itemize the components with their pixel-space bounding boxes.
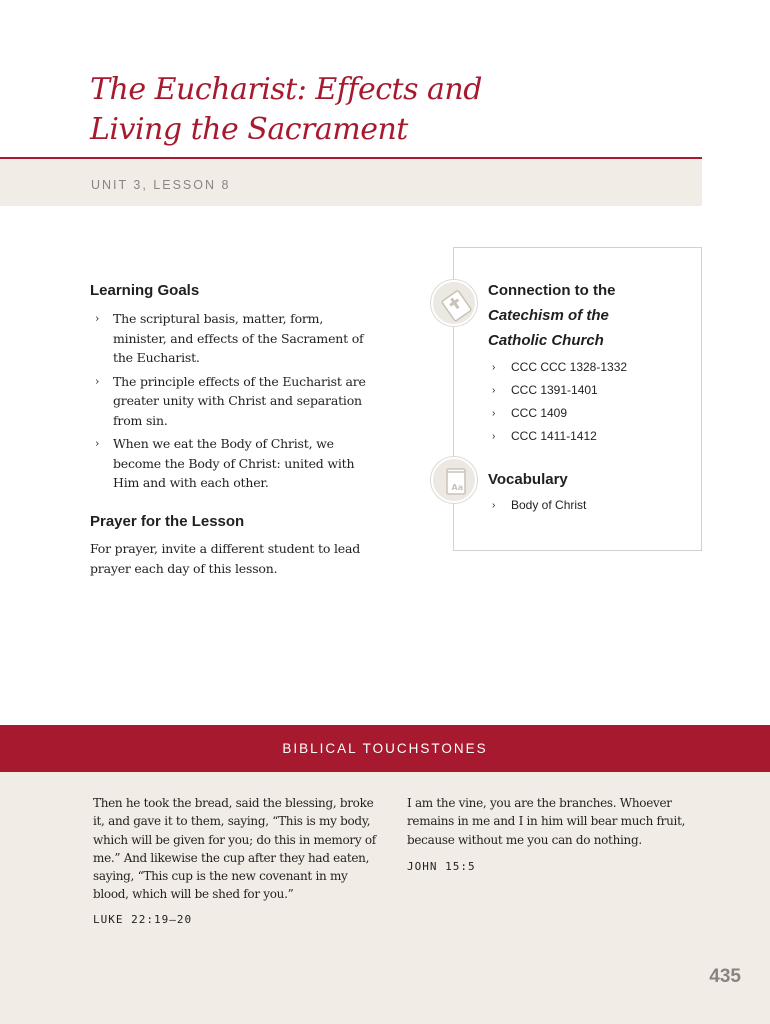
ccc-list [492, 356, 627, 448]
vocabulary-heading: Vocabulary [488, 471, 568, 488]
scripture-reference-luke: LUKE 22:19–20 [93, 913, 193, 926]
scripture-quote-john: I am the vine, you are the branches. Whoever remains in me and I in him will bear much fruit, because without me you can do nothing. [407, 796, 686, 847]
unit-lesson-label: UNIT 3, LESSON 8 [91, 178, 231, 192]
left-column [90, 282, 370, 579]
list-item [90, 309, 370, 368]
vocabulary-term: Body of Christ [511, 498, 587, 512]
scripture-quote-luke: Then he took the bread, said the blessing, broke it, and gave it to them, saying, “This is my body, which will be given for you; do this in memory of me.” And likewise the cup after they had eaten, saying, “This cup is the new covenant in my blood, which will be shed for you.” [93, 796, 376, 902]
vocabulary-list [492, 494, 586, 517]
learning-goals-list [90, 309, 370, 493]
sidebar-box [453, 247, 702, 551]
page-title [90, 70, 650, 150]
connection-heading-line-2: Catechism of the [488, 307, 609, 324]
dictionary-icon [431, 457, 477, 503]
chevron-right-icon: › [95, 437, 100, 450]
chevron-right-icon: › [492, 362, 496, 373]
chevron-right-icon: › [492, 431, 496, 442]
touchstones-body [0, 772, 770, 1024]
chevron-right-icon: › [492, 408, 496, 419]
ccc-reference: CCC CCC 1328-1332 [511, 360, 628, 374]
goal-text: The scriptural basis, matter, form, minister, and effects of the Sacrament of the Eucharist. [113, 311, 364, 365]
connection-heading [488, 278, 688, 353]
connection-heading-line-1: Connection to the [488, 282, 616, 299]
touchstones-heading: BIBLICAL TOUCHSTONES [282, 741, 488, 756]
list-item [492, 356, 627, 379]
list-item [90, 434, 370, 493]
chevron-right-icon: › [95, 374, 100, 388]
list-item [90, 372, 370, 431]
page-number: 435 [709, 966, 741, 987]
svg-text:Aa: Aa [451, 483, 464, 492]
ccc-reference: CCC 1411-1412 [511, 429, 597, 443]
scripture-reference-john: JOHN 15:5 [407, 860, 476, 873]
learning-goals-heading: Learning Goals [90, 282, 200, 299]
ccc-reference: CCC 1409 [511, 406, 568, 420]
goal-text: The principle effects of the Eucharist are greater unity with Christ and separation from sin. [113, 373, 366, 428]
list-item [492, 494, 586, 517]
connection-heading-line-3: Catholic Church [488, 332, 604, 349]
title-line-2: Living the Sacrament [90, 112, 408, 147]
title-line-1: The Eucharist: Effects and [90, 72, 482, 107]
goal-text: When we eat the Body of Christ, we become the Body of Christ: united with Him and with each other. [113, 436, 355, 490]
chevron-right-icon: › [492, 500, 496, 511]
list-item [492, 379, 627, 402]
chevron-right-icon: › [492, 385, 496, 396]
unit-band [0, 159, 702, 206]
catechism-book-icon [431, 280, 477, 326]
ccc-reference: CCC 1391-1401 [511, 383, 598, 397]
list-item [492, 402, 627, 425]
chevron-right-icon: › [95, 312, 100, 325]
touchstones-band [0, 725, 770, 772]
prayer-heading: Prayer for the Lesson [90, 512, 245, 530]
list-item [492, 425, 627, 448]
prayer-text: For prayer, invite a different student to lead prayer each day of this lesson. [90, 540, 361, 576]
